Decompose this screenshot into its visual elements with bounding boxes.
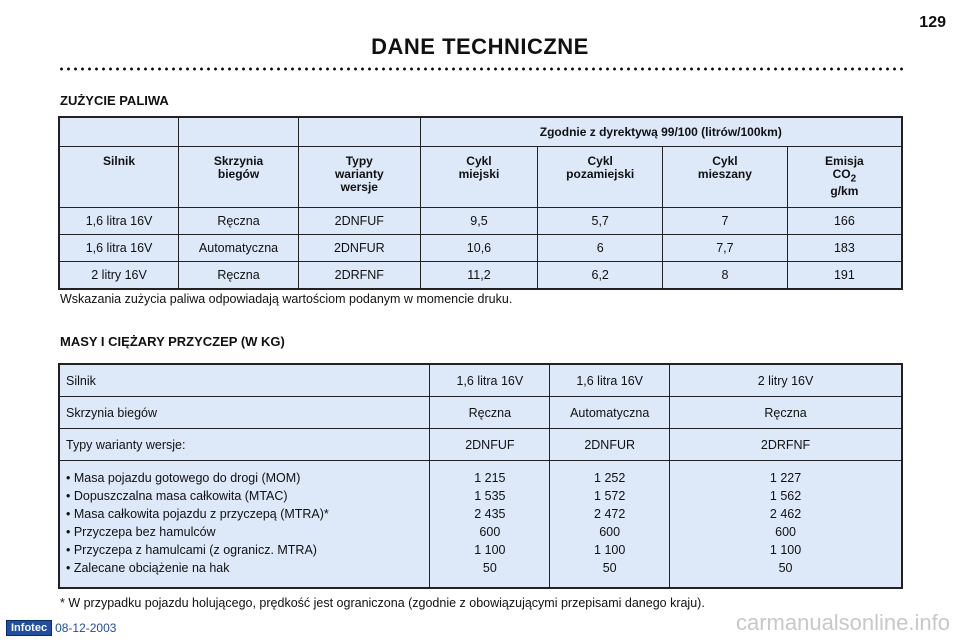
list-item: 1 252	[594, 471, 626, 485]
list-item: • Dopuszczalna masa całkowita (MTAC)	[66, 489, 288, 503]
list-item: 1 572	[594, 489, 626, 503]
row-label: Skrzynia biegów	[59, 397, 430, 429]
col-header-combined: Cykl mieszany	[663, 147, 788, 208]
table-cell: 2DRFNF	[670, 429, 902, 461]
table-cell: 2DRFNF	[298, 262, 420, 290]
mass-table	[58, 363, 903, 589]
row-label: Typy warianty wersje:	[59, 429, 430, 461]
list-item: 1 227	[769, 471, 802, 485]
mass-labels-cell	[59, 461, 430, 589]
list-item: 1 100	[769, 543, 802, 557]
table-row	[59, 461, 902, 589]
table-cell: Ręczna	[179, 208, 299, 235]
table-row	[59, 235, 902, 262]
directive-header: Zgodnie z dyrektywą 99/100 (litrów/100km)	[420, 117, 902, 147]
print-date: 08-12-2003	[55, 621, 117, 635]
list-item: 1 562	[769, 489, 802, 503]
table-cell: Ręczna	[670, 397, 902, 429]
table-cell: 1,6 litra 16V	[59, 208, 179, 235]
table-cell: 6	[538, 235, 663, 262]
fuel-consumption-table	[58, 116, 903, 290]
list-item: • Przyczepa bez hamulców	[66, 525, 216, 539]
col-header-emission: Emisja $CO_2$ g/km	[787, 147, 902, 208]
table-cell: 2DNFUR	[298, 235, 420, 262]
table-cell: 11,2	[420, 262, 538, 290]
table-cell: 191	[787, 262, 902, 290]
table-row	[59, 397, 902, 429]
table-cell: 2 litry 16V	[59, 262, 179, 290]
mass-values-cell	[550, 461, 670, 589]
page-number: 129	[919, 14, 946, 31]
list-item: 600	[479, 525, 501, 539]
table-cell: 2DNFUF	[298, 208, 420, 235]
fuel-section-heading: ZUŻYCIE PALIWA	[60, 93, 169, 108]
table-cell: Ręczna	[430, 397, 550, 429]
table-row	[59, 262, 902, 290]
mass-section-heading: MASY I CIĘŻARY PRZYCZEP (W KG)	[60, 334, 285, 349]
table-cell: 5,7	[538, 208, 663, 235]
table-cell: Ręczna	[179, 262, 299, 290]
col-header-gearbox: Skrzynia biegów	[179, 147, 299, 208]
row-label: Silnik	[59, 364, 430, 397]
table-cell: 7,7	[663, 235, 788, 262]
table-cell: 6,2	[538, 262, 663, 290]
list-item: 1 100	[594, 543, 626, 557]
list-item: 1 100	[474, 543, 506, 557]
table-row	[59, 364, 902, 397]
col-header-extra-urban: Cykl pozamiejski	[538, 147, 663, 208]
col-header-type: Typy warianty wersje	[298, 147, 420, 208]
blank-header-cell	[179, 117, 299, 147]
table-cell: 10,6	[420, 235, 538, 262]
col-header-urban: Cykl miejski	[420, 147, 538, 208]
table-cell: 2DNFUR	[550, 429, 670, 461]
table-cell: 9,5	[420, 208, 538, 235]
blank-header-cell	[59, 117, 179, 147]
list-item: 50	[482, 561, 497, 575]
list-item: 600	[775, 525, 796, 539]
list-item: • Masa całkowita pojazdu z przyczepą (MTRA)*	[66, 507, 329, 521]
list-item: • Zalecane obciążenie na hak	[66, 561, 230, 575]
list-item: 1 215	[474, 471, 506, 485]
footnote: * W przypadku pojazdu holującego, prędkość jest ograniczona (zgodnie z obowiązującymi przepisami danego kraju).	[60, 596, 705, 610]
table-cell: 166	[787, 208, 902, 235]
list-item: 2 462	[769, 507, 802, 521]
list-item: 600	[599, 525, 621, 539]
table-cell: 1,6 litra 16V	[430, 364, 550, 397]
list-item: 2 472	[594, 507, 626, 521]
page-title: DANE TECHNICZNE	[371, 34, 589, 59]
footer	[6, 620, 116, 636]
table-cell: Automatyczna	[550, 397, 670, 429]
table-row	[59, 429, 902, 461]
list-item: 50	[778, 561, 793, 575]
table-cell: 1,6 litra 16V	[59, 235, 179, 262]
table-cell: 2DNFUF	[430, 429, 550, 461]
mass-values-cell	[670, 461, 902, 589]
table-row	[59, 208, 902, 235]
list-item: • Przyczepa z hamulcami (z ogranicz. MTRA)	[66, 543, 317, 557]
infotec-logo: Infotec	[6, 620, 52, 636]
list-item: 50	[602, 561, 617, 575]
table-cell: 2 litry 16V	[670, 364, 902, 397]
list-item: 1 535	[474, 489, 506, 503]
blank-header-cell	[298, 117, 420, 147]
fuel-note: Wskazania zużycia paliwa odpowiadają wartościom podanym w momencie druku.	[60, 292, 513, 306]
col-header-engine: Silnik	[59, 147, 179, 208]
table-cell: 8	[663, 262, 788, 290]
list-item: • Masa pojazdu gotowego do drogi (MOM)	[66, 471, 301, 485]
table-cell: Automatyczna	[179, 235, 299, 262]
mass-values-cell	[430, 461, 550, 589]
table-cell: 183	[787, 235, 902, 262]
watermark: carmanualsonline.info	[735, 610, 950, 635]
table-cell: 1,6 litra 16V	[550, 364, 670, 397]
list-item: 2 435	[474, 507, 506, 521]
dotted-divider	[58, 66, 904, 72]
table-cell: 7	[663, 208, 788, 235]
